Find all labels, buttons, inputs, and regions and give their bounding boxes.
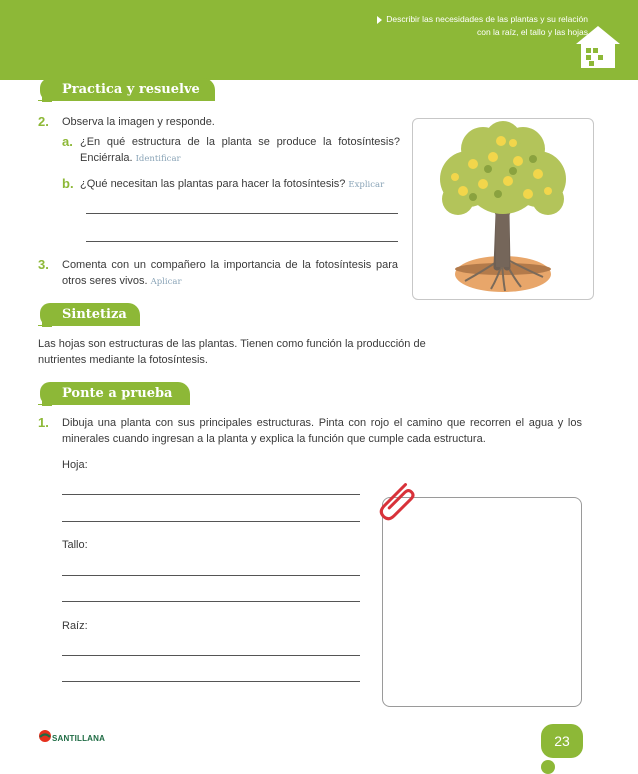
heading-prueba: Ponte a prueba bbox=[40, 382, 190, 405]
answer-line[interactable] bbox=[62, 494, 360, 495]
tree-illustration bbox=[413, 119, 593, 299]
question-number: 2. bbox=[38, 114, 49, 129]
summary-text: Las hojas son estructuras de las plantas. Tienen como función la producción de nutrientes mediante la fotosíntesis. bbox=[38, 338, 426, 366]
paperclip-icon bbox=[374, 480, 420, 526]
page-number-dot bbox=[541, 760, 555, 774]
skill-tag: Aplicar bbox=[150, 277, 182, 287]
question-number: 3. bbox=[38, 257, 49, 272]
answer-line[interactable] bbox=[62, 655, 360, 656]
objective-text: Describir las necesidades de las plantas y su relación con la raíz, el tallo y las hojas bbox=[328, 13, 588, 39]
label-tallo: Tallo: bbox=[62, 539, 88, 551]
skill-tag: Explicar bbox=[348, 180, 385, 190]
sub-question-text: ¿Qué necesitan las plantas para hacer la fotosíntesis? Explicar bbox=[80, 178, 385, 190]
answer-line[interactable] bbox=[62, 521, 360, 522]
question-text: Dibuja una planta con sus principales estructuras. Pinta con rojo el camino que recorren el agua y los minerales cuando ingresan a la planta y explica la función que cumple cada estructura. bbox=[62, 417, 582, 445]
drawing-box[interactable] bbox=[382, 497, 582, 707]
question-number: 1. bbox=[38, 415, 49, 430]
sub-question-letter: a. bbox=[62, 134, 73, 149]
heading-sintetiza: Sintetiza bbox=[40, 303, 140, 326]
sub-question-letter: b. bbox=[62, 176, 74, 191]
question-text: Observa la imagen y responde. bbox=[62, 116, 215, 128]
question-text: Comenta con un compañero la importancia de la fotosíntesis para otros seres vivos. Aplicar bbox=[62, 259, 398, 287]
sub-question-text: ¿En qué estructura de la planta se produce la fotosíntesis? Enciérrala. Identificar bbox=[80, 136, 400, 164]
label-raiz: Raíz: bbox=[62, 620, 88, 632]
answer-line[interactable] bbox=[62, 601, 360, 602]
skill-tag: Identificar bbox=[135, 154, 181, 164]
answer-line[interactable] bbox=[62, 575, 360, 576]
house-icon bbox=[574, 24, 622, 70]
triangle-bullet-icon bbox=[377, 16, 382, 24]
santillana-logo bbox=[38, 729, 52, 743]
publisher-name: SANTILLANA bbox=[52, 734, 106, 743]
heading-practica: Practica y resuelve bbox=[40, 78, 215, 101]
answer-line[interactable] bbox=[86, 213, 398, 214]
tree-image-frame bbox=[412, 118, 594, 300]
answer-line[interactable] bbox=[86, 241, 398, 242]
answer-line[interactable] bbox=[62, 681, 360, 682]
label-hoja: Hoja: bbox=[62, 459, 88, 471]
page-number: 23 bbox=[541, 724, 583, 758]
top-band bbox=[0, 0, 638, 80]
